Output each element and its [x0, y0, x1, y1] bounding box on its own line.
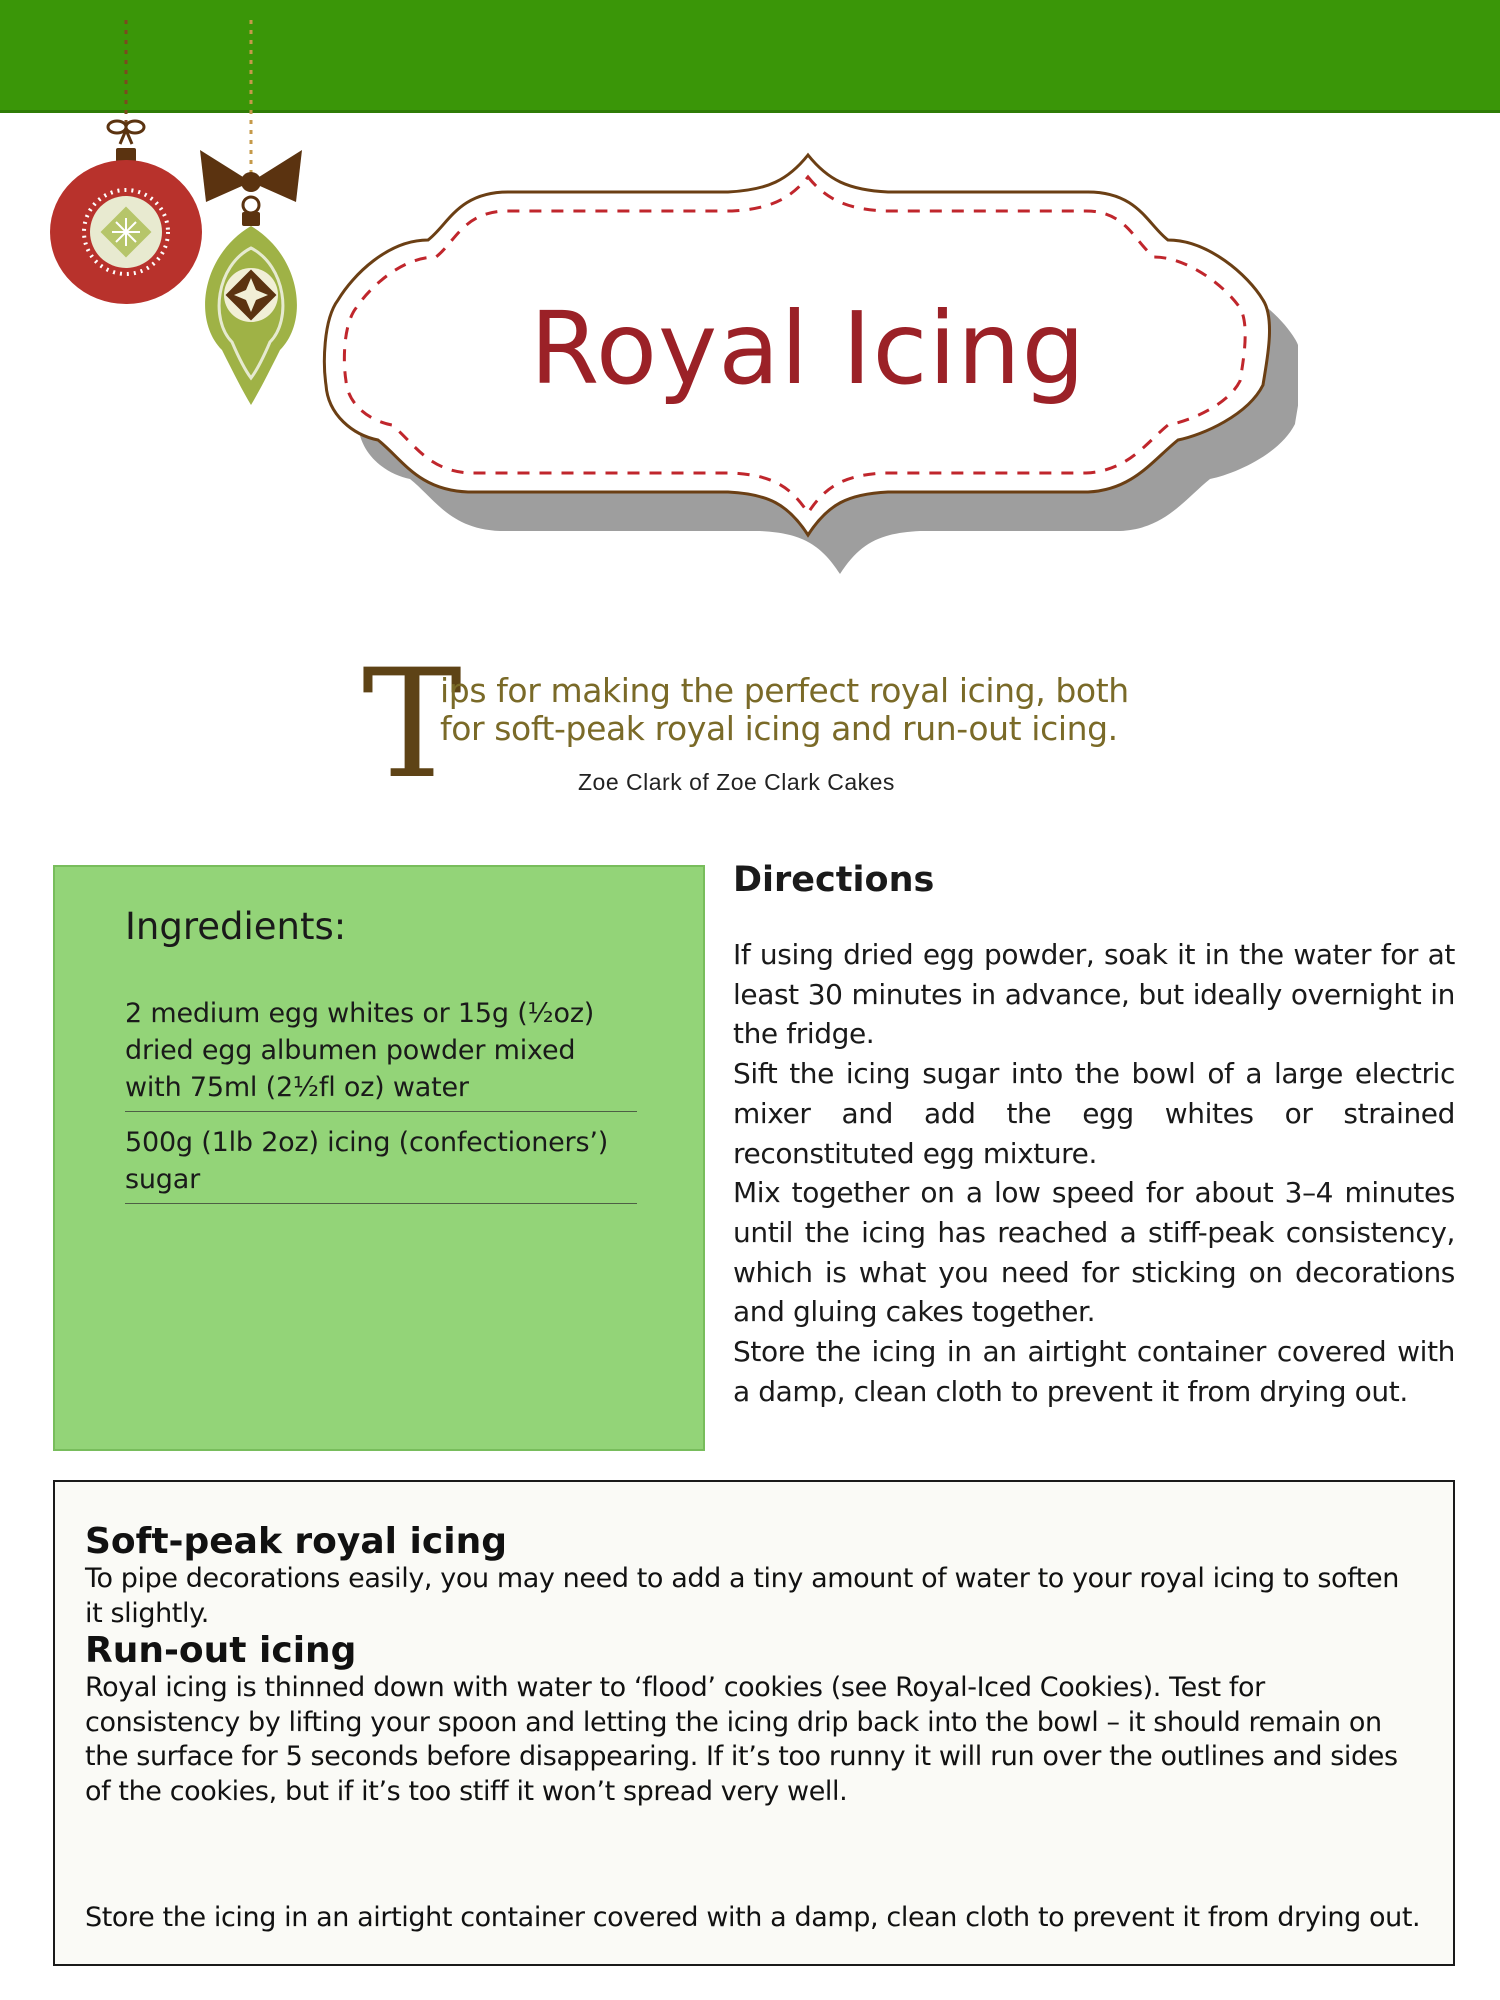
runout-heading: Run-out icing — [85, 1630, 357, 1671]
direction-step: If using dried egg powder, soak it in the water for at least 30 minutes in advance, but ideally overnight in the fridge. — [733, 938, 1455, 1051]
directions-body — [733, 935, 1455, 1411]
intro-dropcap: T — [362, 638, 463, 812]
direction-step: Sift the icing sugar into the bowl of a large electric mixer and add the egg whites or strained reconstituted egg mixture. — [733, 1057, 1455, 1170]
intro-line-2: for soft-peak royal icing and run-out icing. — [440, 709, 1118, 748]
tips-panel — [53, 1480, 1455, 1966]
runout-text: Royal icing is thinned down with water to ‘flood’ cookies (see Royal-Iced Cookies). Test for consistency by lifting your spoon and letting the icing drip back into the bowl – it should remain on the surface for 5 seconds before disappearing. If it’s too runny it will run over the outlines and sides of the cookies, but if it’s too stiff it won’t spread very well. — [85, 1672, 1398, 1807]
soft-peak-heading: Soft-peak royal icing — [85, 1521, 507, 1562]
directions-heading: Directions — [733, 860, 935, 900]
direction-step: Mix together on a low speed for about 3–4 minutes until the icing has reached a stiff-peak consistency, which is what you need for sticking on decorations and gluing cakes together. — [733, 1176, 1455, 1329]
intro-author: Zoe Clark of Zoe Clark Cakes — [578, 769, 895, 795]
direction-step: Store the icing in an airtight container covered with a damp, clean cloth to prevent it from drying out. — [733, 1335, 1455, 1408]
tips-content — [85, 1522, 1420, 1809]
ingredients-panel — [53, 865, 705, 1451]
ingredients-heading: Ingredients: — [125, 905, 347, 948]
list-item: 500g (1lb 2oz) icing (confectioners’) sugar — [125, 1124, 637, 1204]
page-title: Royal Icing — [529, 290, 1087, 407]
list-item: 2 medium egg whites or 15g (½oz) dried egg albumen powder mixed with 75ml (2½fl oz) water — [125, 995, 637, 1112]
intro-line-1: ips for making the perfect royal icing, both — [440, 671, 1129, 710]
soft-peak-text: To pipe decorations easily, you may need to add a tiny amount of water to your royal icing to soften it slightly. — [85, 1563, 1399, 1629]
storage-note: Store the icing in an airtight container covered with a damp, clean cloth to prevent it from drying out. — [85, 1902, 1421, 1933]
christmas-ornaments-icon — [40, 20, 320, 410]
ingredients-list — [125, 995, 637, 1216]
